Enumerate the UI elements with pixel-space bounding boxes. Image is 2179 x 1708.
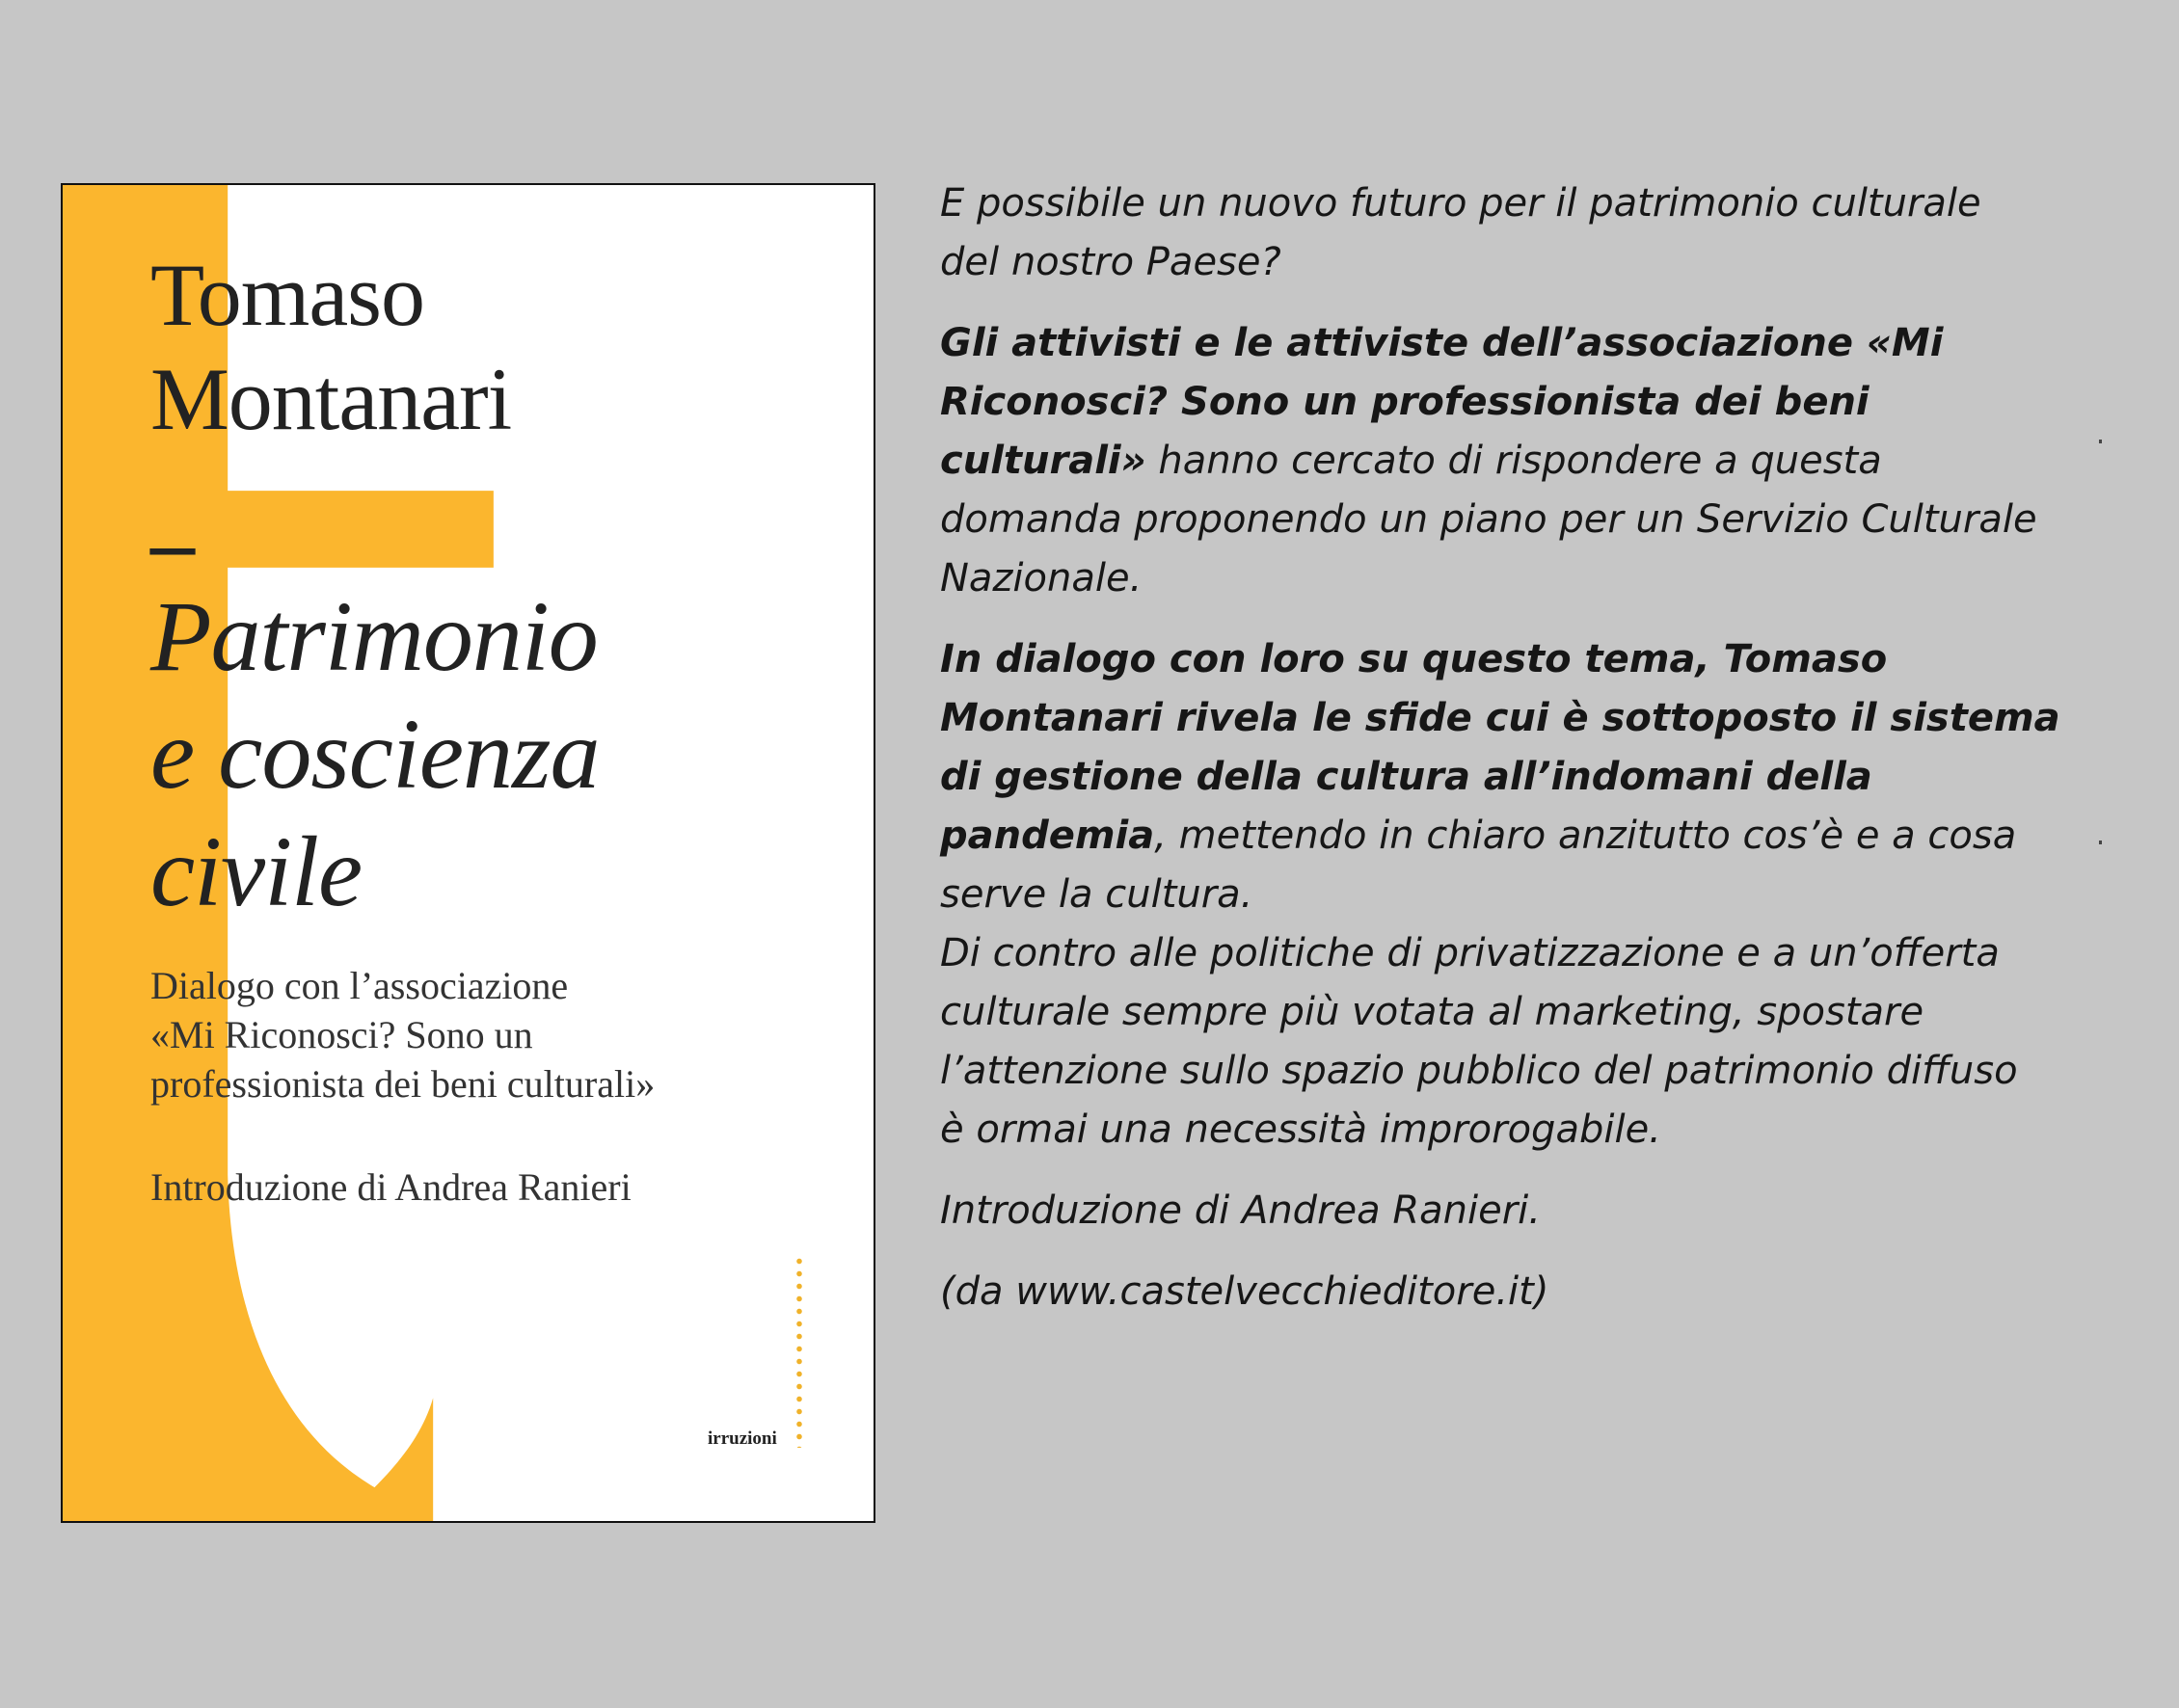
text-line <box>940 689 2136 748</box>
book-cover <box>61 183 875 1523</box>
text-line: l’attenzione sullo spazio pubblico del patrimonio diffuso <box>940 1049 2018 1093</box>
bold-text: Montanari rivela le sfide cui è sottoposto il sistema <box>940 696 2060 740</box>
cover-title <box>150 578 599 931</box>
cover-title-line: civile <box>150 816 363 927</box>
text-line: Di contro alle politiche di privatizzazione e a un’offerta <box>940 931 2000 975</box>
description-introduction-credit <box>940 1182 2136 1241</box>
text-line: è ormai una necessità improrogabile. <box>940 1108 1661 1152</box>
text-line: E possibile un nuovo futuro per il patrimonio culturale <box>940 181 1981 226</box>
description-paragraph-activists <box>940 314 2136 608</box>
stray-mark <box>2099 440 2102 443</box>
bold-text: pandemia <box>940 814 1155 858</box>
text-line <box>940 807 2136 866</box>
cover-author <box>150 243 511 451</box>
text-line: Introduzione di Andrea Ranieri. <box>940 1188 1542 1233</box>
text-line: (da www.castelvecchieditore.it) <box>940 1269 1549 1314</box>
text-line <box>940 314 2136 373</box>
text-line: del nostro Paese? <box>940 240 1281 284</box>
cover-title-line: e coscienza <box>150 699 600 810</box>
cover-subtitle-line: professionista dei beni culturali» <box>150 1062 656 1106</box>
bold-text: In dialogo con loro su questo tema, Tomaso <box>940 637 1888 681</box>
text-line <box>940 432 2136 491</box>
cover-dotted-line <box>796 1255 802 1448</box>
cover-subtitle-line: «Mi Riconosci? Sono un <box>150 1013 533 1056</box>
regular-text: , mettendo in chiaro anzitutto cos’è e a cosa <box>1154 814 2017 858</box>
text-line: domanda proponendo un piano per un Servizio Culturale <box>940 497 2037 542</box>
cover-subtitle-line: Dialogo con l’associazione <box>150 964 569 1007</box>
text-line <box>940 373 2136 432</box>
text-line <box>940 748 2136 807</box>
text-line: serve la cultura. <box>940 872 1253 917</box>
cover-title-line: Patrimonio <box>150 581 598 692</box>
description-paragraph-privatization <box>940 924 2136 1160</box>
book-description <box>940 174 2136 1344</box>
text-line: culturale sempre più votata al marketing, spostare <box>940 990 1924 1034</box>
description-paragraph-intro <box>940 174 2136 292</box>
description-source-credit <box>940 1263 2136 1321</box>
bold-text: Gli attivisti e le attiviste dell’associazione «Mi <box>940 321 1944 365</box>
bold-text: Riconosci? Sono un professionista dei beni <box>940 380 1870 424</box>
cover-introduction: Introduzione di Andrea Ranieri <box>150 1165 632 1209</box>
cover-dash: – <box>150 494 195 592</box>
cover-subtitle <box>150 961 655 1108</box>
cover-publisher-logo: irruzioni <box>708 1428 777 1449</box>
cover-author-line: Montanari <box>150 350 512 448</box>
cover-author-line: Tomaso <box>150 246 424 344</box>
text-line: Nazionale. <box>940 556 1143 600</box>
bold-text: culturali» <box>940 439 1146 483</box>
description-paragraph-dialogue <box>940 630 2136 924</box>
regular-text: hanno cercato di rispondere a questa <box>1145 439 1882 483</box>
bold-text: di gestione della cultura all’indomani della <box>940 755 1872 799</box>
text-line <box>940 630 2136 689</box>
stray-mark <box>2099 841 2102 844</box>
